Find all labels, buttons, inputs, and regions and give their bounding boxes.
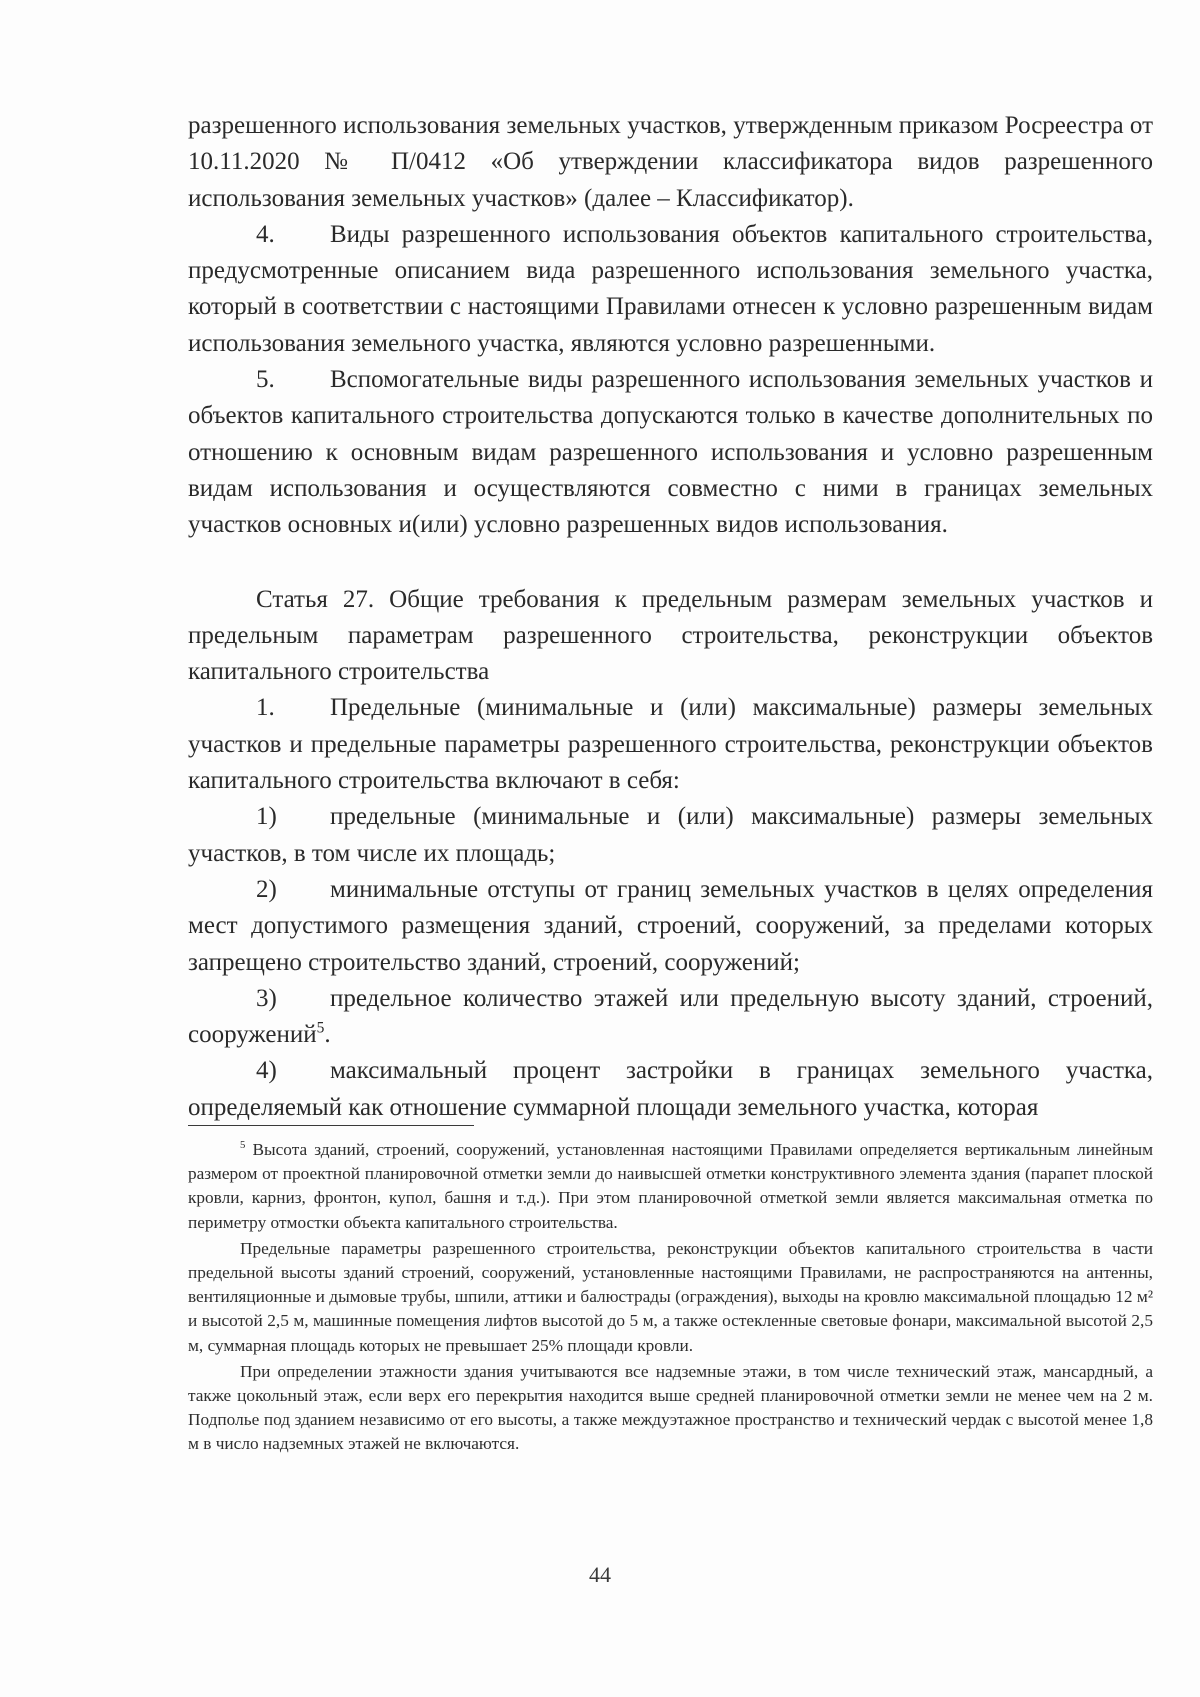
paragraph-text: предельное количество этажей или предельную высоту зданий, строений, сооружений xyxy=(188,984,1153,1049)
paragraph-text: Виды разрешенного использования объектов капитального строительства, предусмотренные описанием вида разрешенного использования земельного участка, который в соответствии с настоящими Правилами отнесен к условно разрешенным видам использования земельного участка, являются условно разрешенными. xyxy=(188,220,1153,357)
article-heading xyxy=(188,582,1153,691)
item-number: 5. xyxy=(256,366,275,394)
footnote-paragraph xyxy=(188,1237,1153,1358)
paragraph-text: максимальный процент застройки в границах земельного участка, определяемый как отношение суммарной площади земельного участка, которая xyxy=(188,1057,1153,1121)
item-number: 4. xyxy=(256,220,275,248)
subitem-2 xyxy=(188,872,1153,981)
paragraph-item-5 xyxy=(188,362,1153,543)
footnote-text: Высота зданий, строений, сооружений, установленная настоящими Правилами определяется вертикальным линейным размером от проектной планировочной отметки земли до наивысшей отметки конструктивного элемента здания (парапет плоской кровли, карниз, фронтон, купол, башня и т.д.). При этом планировочной отметкой земли является максимальная отметка по периметру отмостки объекта капитального строительства. xyxy=(188,1140,1153,1232)
subitem-4 xyxy=(188,1053,1153,1126)
footnotes xyxy=(188,1138,1153,1457)
footnote-marker: 5 xyxy=(240,1139,246,1152)
footnote-5 xyxy=(188,1138,1153,1235)
footnote-reference[interactable]: 5 xyxy=(316,1019,325,1037)
punctuation: . xyxy=(324,1021,331,1049)
paragraph-text: Предельные (минимальные и (или) максимальные) размеры земельных участков и предельные параметры разрешенного строительства, реконструкции объектов капитального строительства включают в себя: xyxy=(188,694,1153,795)
heading-text: Статья 27. Общие требования к предельным размерам земельных участков и предельным параметрам разрешенного строительства, реконструкции объектов капитального строительства xyxy=(188,585,1153,686)
main-text xyxy=(188,108,1153,1126)
paragraph-text: Вспомогательные виды разрешенного использования земельных участков и объектов капитального строительства допускаются только в качестве дополнительных по отношению к основным видам разрешенного использования и условно разрешенным видам использования и осуществляются совместно с ними в границах земельных участков основных и(или) условно разрешенных видов использования. xyxy=(188,366,1153,539)
page-number: 44 xyxy=(589,1562,611,1587)
item-number: 4) xyxy=(256,1057,277,1085)
subitem-3 xyxy=(188,981,1153,1054)
footnote-text: При определении этажности здания учитываются все надземные этажи, в том числе технический этаж, мансардный, а также цокольный этаж, если верх его перекрытия находится выше средней планировочной отметки земли не менее чем на 2 м. Подполье под зданием независимо от его высоты, а также междуэтажное пространство и технический чердак с высотой менее 1,8 м в число надземных этажей не включаются. xyxy=(188,1361,1153,1454)
subitem-1 xyxy=(188,799,1153,872)
paragraph-text: разрешенного использования земельных участков, утвержденным приказом Росреестра от 10.11.2020 № П/0412 «Об утверждении классификатора видов разрешенного использования земельных участков» (далее – Классификатор). xyxy=(188,112,1153,212)
footnote-separator xyxy=(188,1125,474,1126)
paragraph-text: минимальные отступы от границ земельных участков в целях определения мест допустимого размещения зданий, строений, сооружений, за пределами которых запрещено строительство зданий, строений, сооружений; xyxy=(188,875,1153,976)
footnote-text: Предельные параметры разрешенного строительства, реконструкции объектов капитального строительства в части предельной высоты зданий строений, сооружений, установленные настоящими Правилами, не распространяются на антенны, вентиляционные и дымовые трубы, шпили, аттики и балюстрады (ограждения), выходы на кровлю максимальной площадью 12 м² и высотой 2,5 м, машинные помещения лифтов высотой до 5 м, а также остекленные световые фонари, максимальной высотой 2,5 м, суммарная площадь которых не превышает 25% площади кровли. xyxy=(188,1238,1153,1355)
item-number: 1. xyxy=(256,694,275,722)
item-number: 1) xyxy=(256,803,277,831)
item-number: 2) xyxy=(256,875,277,903)
item-number: 3) xyxy=(256,984,277,1012)
paragraph-item-4 xyxy=(188,217,1153,362)
spacer xyxy=(188,544,1153,582)
paragraph-text: предельные (минимальные и (или) максимальные) размеры земельных участков, в том числе их площадь; xyxy=(188,803,1153,867)
footnote-paragraph xyxy=(188,1360,1153,1457)
paragraph-continuation xyxy=(188,108,1153,217)
paragraph-item-1 xyxy=(188,690,1153,799)
